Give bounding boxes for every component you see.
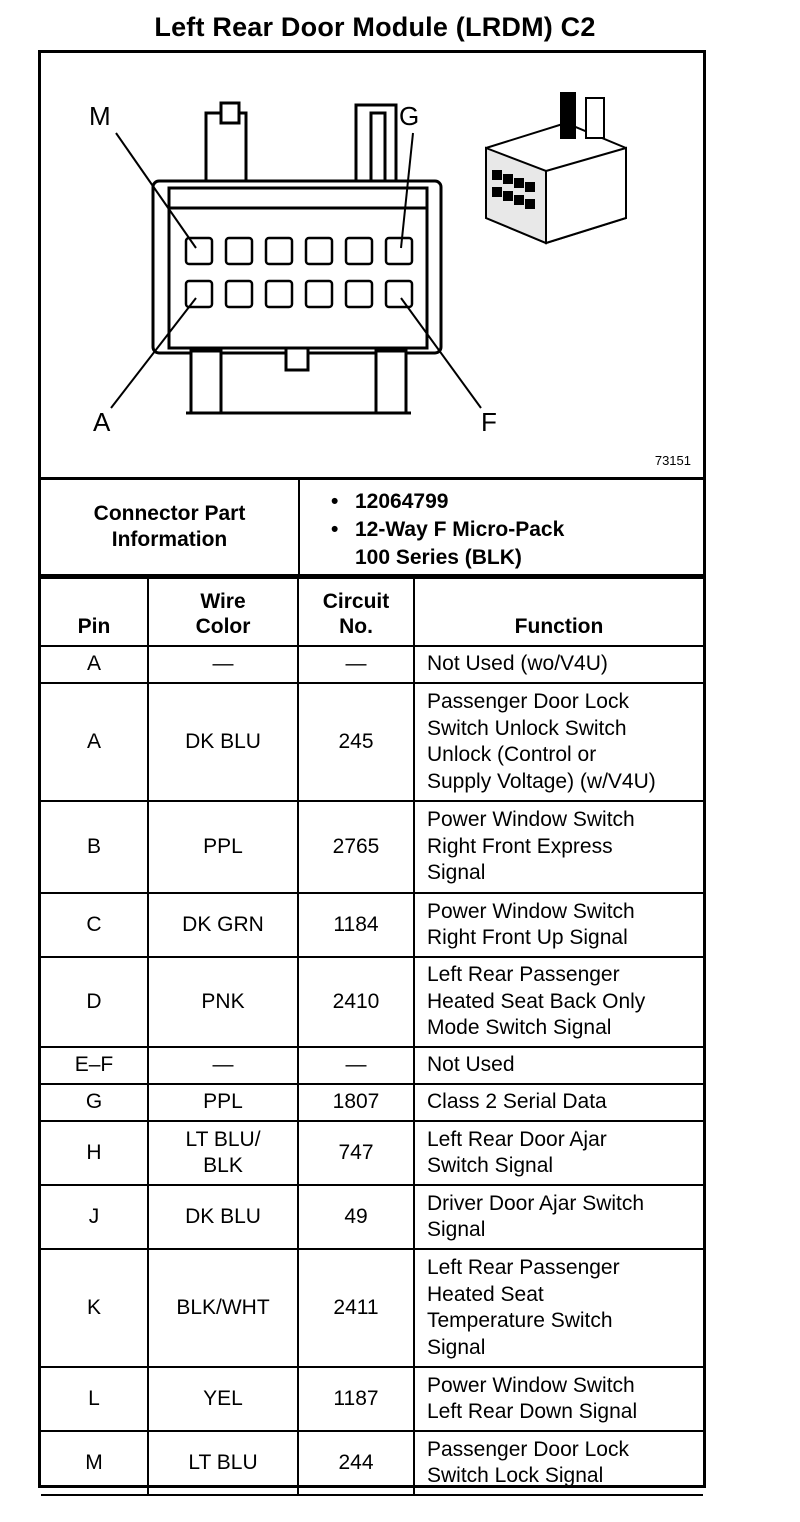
function-line: Passenger Door Lock [427, 690, 629, 713]
circuit-cell: 49 [298, 1185, 414, 1249]
function-line: Temperature Switch [427, 1309, 613, 1332]
circuit-cell: 1184 [298, 893, 414, 957]
circuit-cell: 2410 [298, 957, 414, 1047]
function-cell [414, 1431, 703, 1495]
pin-cell: D [41, 957, 148, 1047]
circuit-cell: 2411 [298, 1249, 414, 1367]
wire-color-cell: LT BLU/ BLK [148, 1121, 298, 1185]
function-line: Power Window Switch [427, 899, 635, 923]
table-row [41, 1249, 703, 1367]
connector-face-drawing [41, 53, 703, 477]
pin-cell: M [41, 1431, 148, 1495]
function-cell [414, 1367, 703, 1431]
circuit-cell: 747 [298, 1121, 414, 1185]
circuit-cell: 244 [298, 1431, 414, 1495]
function-cell [414, 646, 703, 683]
function-line: Not Used (wo/V4U) [427, 652, 608, 676]
wire-color-cell: LT BLU [148, 1431, 298, 1495]
wire-color-cell: PNK [148, 957, 298, 1047]
table-row [41, 646, 703, 683]
function-cell [414, 1121, 703, 1185]
function-line: Driver Door Ajar Switch [427, 1191, 645, 1215]
function-line: Left Rear Down Signal [427, 1400, 638, 1423]
wire-color-cell: YEL [148, 1367, 298, 1431]
pin-cell: C [41, 893, 148, 957]
function-cell [414, 801, 703, 893]
connector-label-line1: Connector Part [93, 502, 246, 525]
table-row [41, 1121, 703, 1185]
circuit-cell: 2765 [298, 801, 414, 893]
function-line: Signal [427, 1218, 486, 1241]
function-line: Left Rear Passenger [427, 963, 620, 987]
function-cell [414, 957, 703, 1047]
part-number-item [331, 488, 564, 516]
wire-color-cell: PPL [148, 801, 298, 893]
pin-cell: B [41, 801, 148, 893]
bottom-tab-right [376, 351, 406, 413]
table-row [41, 1084, 703, 1121]
function-cell [414, 683, 703, 801]
function-line: Right Front Up Signal [427, 926, 628, 949]
wire-color-cell: PPL [148, 1084, 298, 1121]
bullet-icon: • [331, 490, 339, 513]
function-line: Heated Seat [427, 1282, 544, 1306]
pinout-table [41, 577, 703, 1496]
table-row [41, 1367, 703, 1431]
function-line: Not Used [427, 1053, 515, 1077]
table-row [41, 1047, 703, 1084]
circuit-cell: 245 [298, 683, 414, 801]
connector-illustration [41, 53, 703, 477]
bullet-icon: • [331, 518, 339, 541]
function-cell [414, 1084, 703, 1121]
wire-color-cell: DK BLU [148, 683, 298, 801]
circuit-cell: — [298, 646, 414, 683]
function-line: Class 2 Serial Data [427, 1090, 607, 1114]
wire-color-cell: — [148, 646, 298, 683]
wire-color-cell: BLK/WHT [148, 1249, 298, 1367]
table-row [41, 957, 703, 1047]
pin-cell: L [41, 1367, 148, 1431]
pinout-table-body [41, 646, 703, 1495]
keying-notch [286, 348, 308, 370]
wire-color-cell: — [148, 1047, 298, 1084]
function-line: Switch Lock Signal [427, 1464, 604, 1487]
function-line: Left Rear Door Ajar [427, 1127, 607, 1151]
header-pin: Pin [41, 578, 148, 646]
page-title: Left Rear Door Module (LRDM) C2 [154, 12, 596, 42]
circuit-cell: 1187 [298, 1367, 414, 1431]
connector-3d-view [486, 93, 626, 243]
part-description-line2: 100 Series (BLK) [355, 546, 522, 569]
function-line: Signal [427, 1335, 486, 1359]
pin-cell: K [41, 1249, 148, 1367]
table-row [41, 801, 703, 893]
header-function: Function [414, 578, 703, 646]
function-line: Passenger Door Lock [427, 1437, 629, 1461]
function-line: Switch Unlock Switch [427, 716, 627, 740]
latch-post-left-cap [221, 103, 239, 123]
connector-part-label [41, 480, 300, 574]
wire-color-cell: DK GRN [148, 893, 298, 957]
function-line: Switch Signal [427, 1154, 554, 1177]
wire-color-cell: DK BLU [148, 1185, 298, 1249]
part-description-line1: 12-Way F Micro-Pack [355, 518, 565, 541]
pin-cell: G [41, 1084, 148, 1121]
pin-cell: E–F [41, 1047, 148, 1084]
connector-label-line2: Information [111, 528, 228, 551]
callout-g: G [399, 101, 420, 131]
pin-cell: A [41, 646, 148, 683]
part-number: 12064799 [355, 490, 449, 513]
bottom-tab-left [191, 351, 221, 413]
header-circuit-no: Circuit No. [298, 578, 414, 646]
header-wire-color: Wire Color [148, 578, 298, 646]
circuit-cell: — [298, 1047, 414, 1084]
table-row [41, 1431, 703, 1495]
pin-cell: H [41, 1121, 148, 1185]
function-line: Unlock (Control or [427, 743, 597, 766]
function-cell [414, 893, 703, 957]
figure-number: 73151 [654, 453, 691, 468]
pin-cell: J [41, 1185, 148, 1249]
table-row [41, 683, 703, 801]
function-line: Power Window Switch [427, 1373, 635, 1397]
circuit-cell: 1807 [298, 1084, 414, 1121]
connector-part-information [41, 477, 703, 577]
callout-f: F [481, 407, 497, 437]
connector-part-list [331, 488, 564, 572]
pin-cell: A [41, 683, 148, 801]
function-line: Right Front Express [427, 834, 613, 858]
function-line: Signal [427, 861, 486, 885]
connector-inner-body [169, 188, 427, 348]
table-header-row [41, 578, 703, 646]
function-line: Mode Switch Signal [427, 1016, 612, 1040]
part-description-item [331, 516, 564, 572]
table-row [41, 1185, 703, 1249]
callout-a: A [93, 407, 111, 437]
function-cell [414, 1185, 703, 1249]
function-cell [414, 1047, 703, 1084]
function-line: Supply Voltage) (w/V4U) [427, 769, 656, 793]
function-line: Power Window Switch [427, 808, 635, 832]
function-line: Left Rear Passenger [427, 1256, 620, 1279]
connector-document-frame [38, 50, 706, 1488]
function-line: Heated Seat Back Only [427, 989, 646, 1013]
callout-m: M [89, 101, 111, 131]
table-row [41, 893, 703, 957]
function-cell [414, 1249, 703, 1367]
